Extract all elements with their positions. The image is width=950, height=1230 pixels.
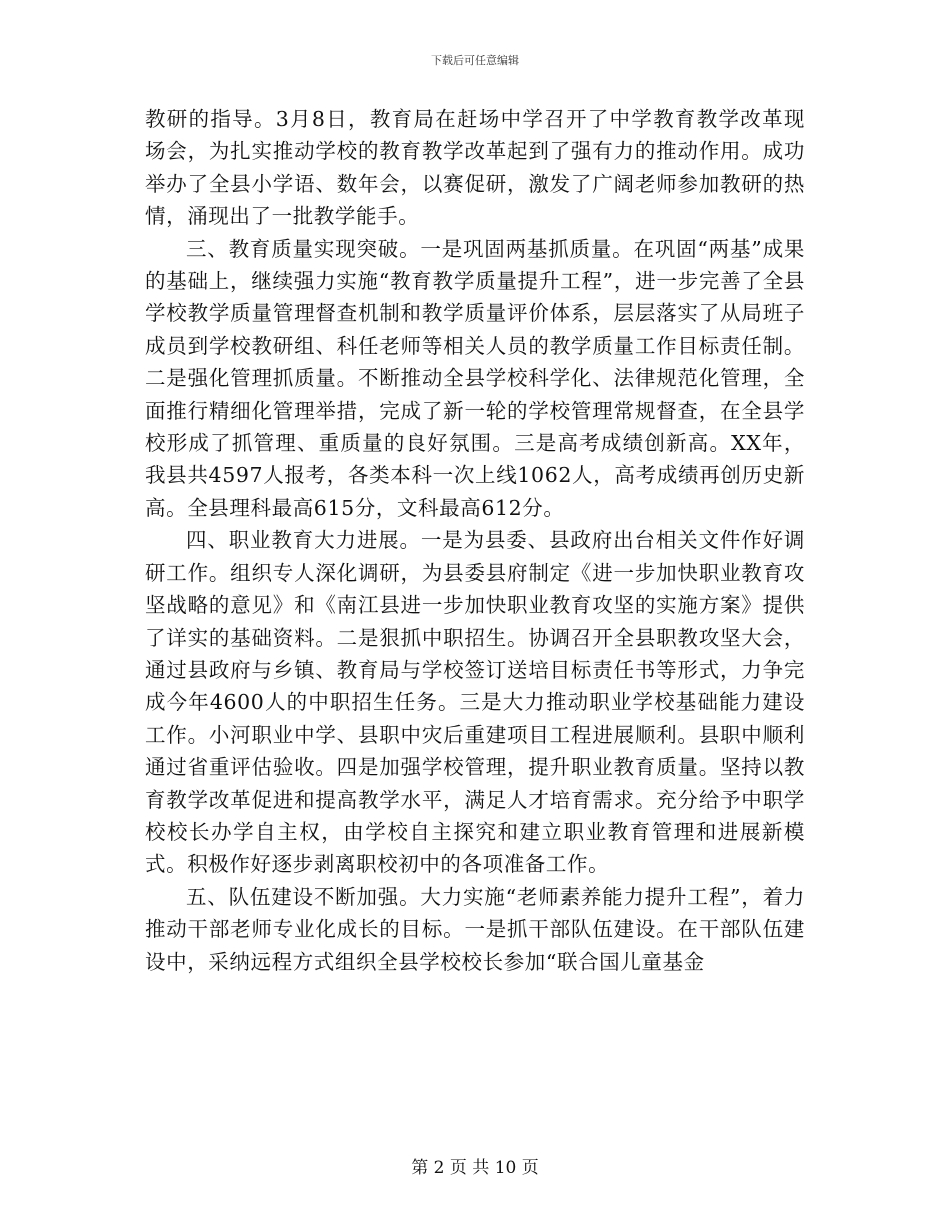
document-body	[145, 103, 805, 978]
paragraph-1: 教研的指导。3月8日，教育局在赶场中学召开了中学教育教学改革现场会，为扎实推动学校的教育教学改革起到了强有力的推动作用。成功举办了全县小学语、数年会，以赛促研，激发了广阔老师参加教研的热情，涌现出了一批教学能手。	[145, 107, 805, 229]
paragraph-2: 三、教育质量实现突破。一是巩固两基抓质量。在巩固“两基”成果的基础上，继续强力实施“教育教学质量提升工程”，进一步完善了全县学校教学质量管理督查机制和教学质量评价体系，层层落实了从局班子成员到学校教研组、科任老师等相关人员的教学质量工作目标责任制。二是强化管理抓质量。不断推动全县学校科学化、法律规范化管理，全面推行精细化管理举措，完成了新一轮的学校管理常规督查，在全县学校形成了抓管理、重质量的良好氛围。三是高考成绩创新高。XX年，我县共4597人报考，各类本科一次上线1062人，高考成绩再创历史新高。全县理科最高615分，文科最高612分。	[145, 236, 805, 520]
page-number: 第 2 页 共 10 页	[411, 1158, 539, 1178]
paragraph-4: 五、队伍建设不断加强。大力实施“老师素养能力提升工程”，着力推动干部老师专业化成长的目标。一是抓干部队伍建设。在干部队伍建设中，采纳远程方式组织全县学校校长参加“联合国儿童基金	[145, 884, 805, 974]
paragraph-3: 四、职业教育大力进展。一是为县委、县政府出台相关文件作好调研工作。组织专人深化调研，为县委县府制定《进一步加快职业教育攻坚战略的意见》和《南江县进一步加快职业教育攻坚的实施方案》提供了详实的基础资料。二是狠抓中职招生。协调召开全县职教攻坚大会，通过县政府与乡镇、教育局与学校签订送培目标责任书等形式，力争完成今年4600人的中职招生任务。三是大力推动职业学校基础能力建设工作。小河职业中学、县职中灾后重建项目工程进展顺利。县职中顺利通过省重评估验收。四是加强学校管理，提升职业教育质量。坚持以教育教学改革促进和提高教学水平，满足人才培育需求。充分给予中职学校校长办学自主权，由学校自主探究和建立职业教育管理和进展新模式。积极作好逐步剥离职校初中的各项准备工作。	[145, 528, 805, 877]
page-header: 下载后可任意编辑	[431, 54, 519, 67]
